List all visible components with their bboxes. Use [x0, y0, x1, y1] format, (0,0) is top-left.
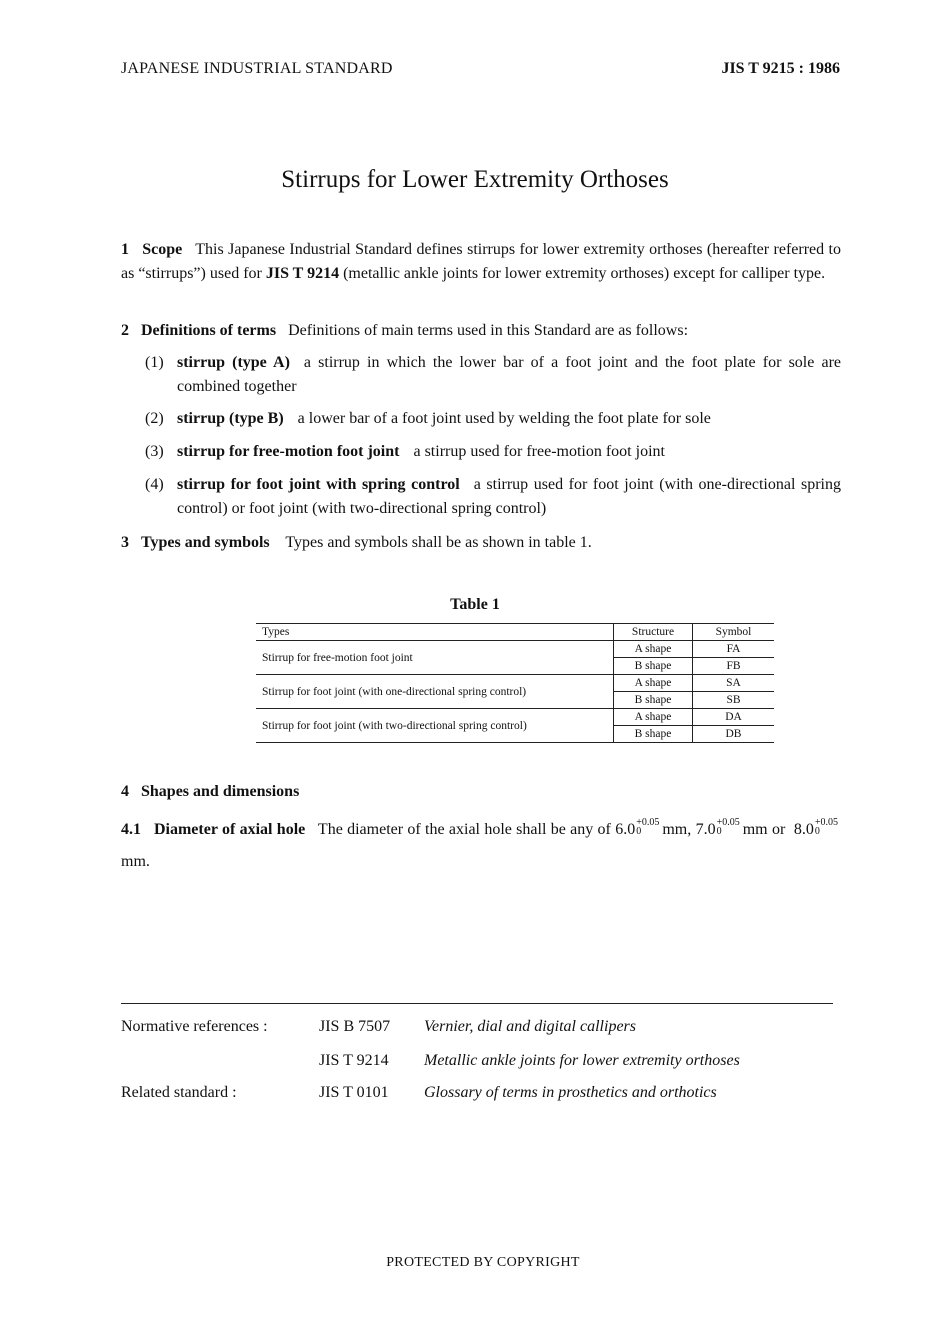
type-cell: Stirrup for foot joint (with two-directional spring control) — [256, 709, 614, 743]
tolerance — [717, 818, 740, 836]
header-document-number: JIS T 9215 : 1986 — [721, 60, 840, 77]
column-header: Symbol — [693, 624, 775, 641]
diameter-value: 6.0 — [615, 821, 636, 838]
reference-title: Glossary of terms in prosthetics and orthotics — [424, 1084, 717, 1101]
tolerance-lower: 0 — [716, 826, 722, 838]
symbol-cell: SB — [693, 692, 775, 709]
reference-code: JIS B 7507 — [319, 1018, 391, 1035]
table-row — [256, 641, 774, 658]
section-text: Types and symbols shall be as shown in table 1. — [285, 534, 592, 551]
definition-term: stirrup (type A) — [177, 354, 290, 371]
conjunction: or — [771, 821, 786, 838]
reference-title: Vernier, dial and digital callipers — [424, 1018, 636, 1035]
diameter-value: 7.0 — [695, 821, 716, 838]
subsection-heading: Diameter of axial hole — [153, 821, 306, 838]
definition-term: stirrup for free-motion foot joint — [177, 443, 400, 460]
section-number: 1 — [121, 241, 129, 258]
unit: mm — [742, 821, 768, 838]
item-number: (4) — [145, 476, 164, 493]
reference-title: Metallic ankle joints for lower extremity orthoses — [424, 1052, 740, 1069]
table-caption: Table 1 — [450, 596, 500, 613]
section-types-symbols — [121, 531, 841, 555]
section-number: 3 — [121, 534, 129, 551]
subsection-axial-hole: 4.1 Diameter of axial hole The diameter of the axial hole shall be any of 6.0 +0.05 0 mm, 7.0 +0.05 0 mm or 8.0 +0.05 0 mm. — [121, 817, 839, 870]
definition-text: a stirrup in which the lower bar of a foot joint and the foot plate for sole are combined together — [177, 354, 842, 395]
section-number: 2 — [121, 322, 129, 339]
copyright-footer: PROTECTED BY COPYRIGHT — [386, 1255, 580, 1270]
tolerance-upper: +0.05 — [636, 817, 660, 829]
definition-text: a lower bar of a foot joint used by welding the foot plate for sole — [297, 410, 711, 427]
references-divider — [121, 1003, 833, 1004]
structure-cell: A shape — [614, 709, 693, 726]
definition-term: stirrup (type B) — [177, 410, 284, 427]
tolerance-upper: +0.05 — [814, 817, 839, 829]
structure-cell: A shape — [614, 641, 693, 658]
definition-term: stirrup for foot joint with spring control — [177, 476, 460, 493]
item-number: (2) — [145, 410, 164, 427]
related-standard-label: Related standard : — [121, 1084, 237, 1101]
section-heading: Scope — [142, 241, 183, 258]
table-row — [256, 675, 774, 692]
item-number: (1) — [145, 354, 164, 371]
section-text: (metallic ankle joints for lower extremity orthoses) except for calliper type. — [339, 265, 826, 282]
type-cell: Stirrup for foot joint (with one-directional spring control) — [256, 675, 614, 709]
column-header: Types — [256, 624, 614, 641]
table-row — [256, 709, 774, 726]
section-number: 4 — [121, 783, 129, 800]
section-text: Definitions of main terms used in this Standard are as follows: — [288, 322, 689, 339]
structure-cell: B shape — [614, 692, 693, 709]
standard-reference: JIS T 9214 — [265, 265, 340, 282]
subsection-text: The diameter of the axial hole shall be any of — [317, 821, 611, 838]
definition-item — [145, 351, 841, 399]
symbol-cell: DA — [693, 709, 775, 726]
unit: mm — [121, 853, 146, 870]
type-cell: Stirrup for free-motion foot joint — [256, 641, 614, 675]
sentence-end: . — [145, 853, 150, 870]
table-header-row — [256, 624, 774, 641]
item-number: (3) — [145, 443, 164, 460]
normative-references-label: Normative references : — [121, 1018, 268, 1035]
definition-item — [145, 473, 841, 521]
section-scope — [121, 238, 841, 286]
section-heading: Shapes and dimensions — [141, 783, 300, 800]
symbol-cell: FB — [693, 658, 775, 675]
section-heading: Definitions of terms — [141, 322, 277, 339]
section-definitions — [121, 319, 841, 343]
section-text: This Japanese Industrial Standard defines stirrups for lower extremity orthoses (hereafter referred to as “stirrups”) used for — [121, 241, 842, 282]
definition-text: a stirrup used for free-motion foot joint — [413, 443, 665, 460]
section-shapes-dimensions — [121, 783, 299, 801]
reference-code: JIS T 0101 — [319, 1084, 389, 1101]
header-standard-label: JAPANESE INDUSTRIAL STANDARD — [121, 60, 393, 77]
section-heading: Types and symbols — [141, 534, 270, 551]
structure-cell: B shape — [614, 726, 693, 743]
definition-item — [145, 407, 841, 431]
reference-code: JIS T 9214 — [319, 1052, 389, 1069]
structure-cell: B shape — [614, 658, 693, 675]
tolerance — [815, 818, 838, 836]
types-symbols-table — [256, 623, 774, 743]
symbol-cell: DB — [693, 726, 775, 743]
structure-cell: A shape — [614, 675, 693, 692]
references-block — [121, 1015, 833, 1125]
tolerance-upper: +0.05 — [716, 817, 740, 829]
definition-item — [145, 440, 841, 464]
unit: mm — [662, 821, 688, 838]
tolerance-lower: 0 — [814, 826, 820, 838]
tolerance-lower: 0 — [636, 826, 642, 838]
column-header: Structure — [614, 624, 693, 641]
subsection-number: 4.1 — [121, 821, 141, 838]
tolerance — [636, 818, 659, 836]
diameter-value: 8.0 — [793, 821, 814, 838]
definition-text: a stirrup used for foot joint (with one-directional spring control) or foot joint (with two-directional spring control) — [177, 476, 841, 517]
symbol-cell: SA — [693, 675, 775, 692]
page-title: Stirrups for Lower Extremity Orthoses — [281, 166, 669, 193]
symbol-cell: FA — [693, 641, 775, 658]
